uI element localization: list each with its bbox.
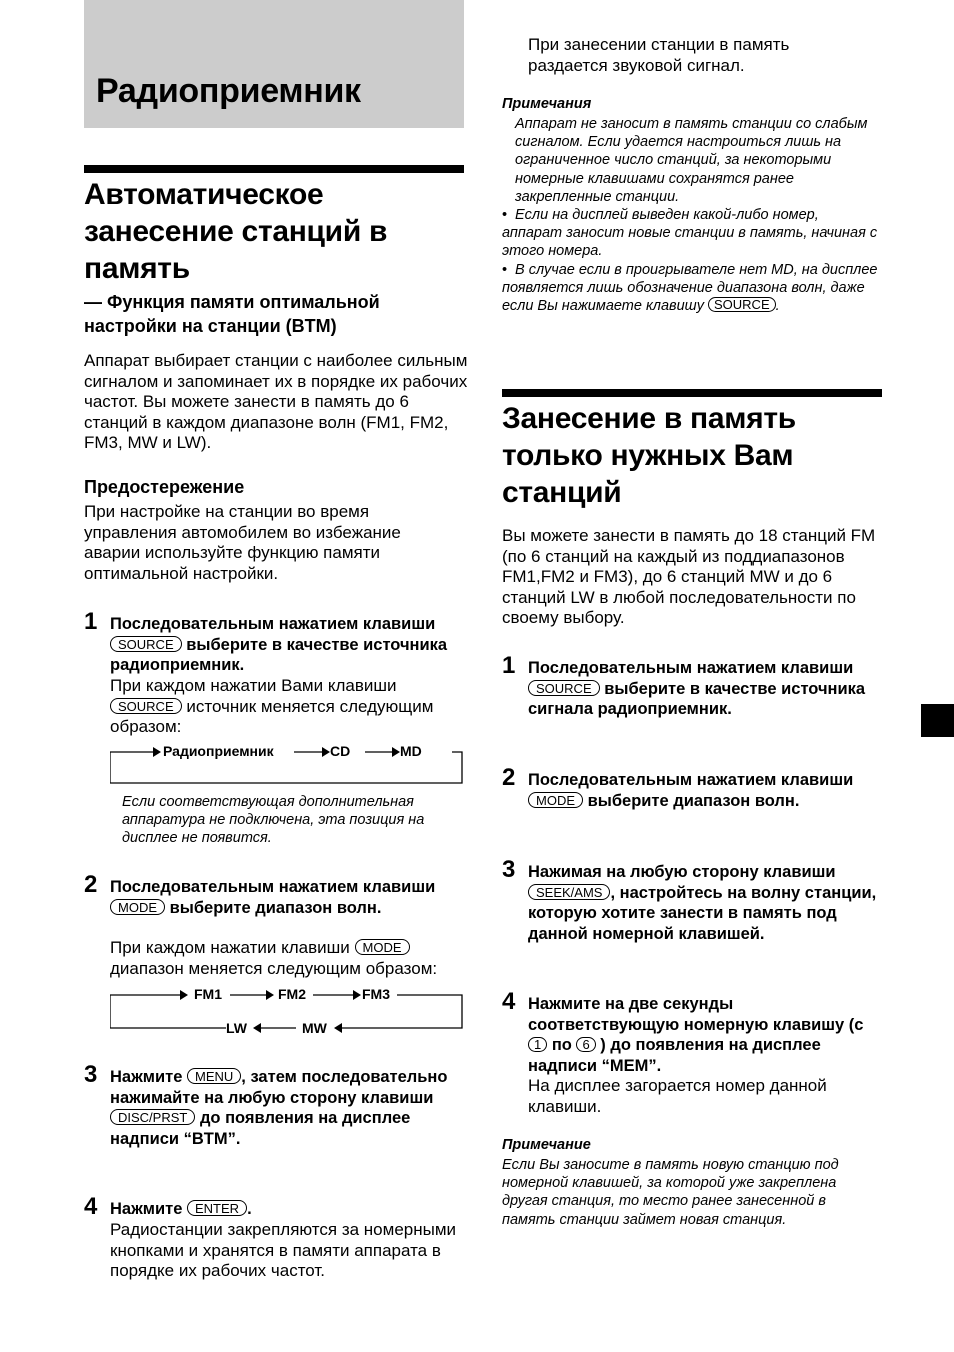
step-text: выберите диапазон волн. [169,898,382,917]
beep-text: При занесении станции в память раздается звуковой сигнал. [528,35,790,75]
step-note: Если соответствующая дополнительная аппаратура не подключена, эта позиция на дисплее не появится. [122,794,425,847]
step-number: 2 [502,764,516,791]
note-title: Примечание [502,1137,591,1153]
step-text: Последовательным нажатием клавиши [110,878,436,896]
seek-ams-key: SEEK/AMS [528,884,610,900]
step-number: 2 [84,871,98,898]
section-tab-marker [921,704,954,737]
caution-text: При настройке на станции во время управления автомобилем во избежание аварии используйте функцию памяти оптимальной настройки. [84,502,401,583]
note-text: Если Вы заносите в память новую станцию под номерной клавишей, за которой уже закреплена другая станция, то место ранее занесенной в память станции займет новая станция. [502,1157,839,1228]
mode-key: MODE [528,792,583,808]
step-title [110,614,464,676]
mode-key: MODE [110,899,165,915]
page-title: Радиоприемник [96,72,361,110]
enter-key: ENTER [187,1200,247,1216]
bullet: • [502,262,508,278]
step-number: 1 [84,608,98,635]
step-title [110,1067,464,1149]
note-item [502,206,880,261]
step-text: Нажмите [110,1200,183,1218]
step-body: Радиостанции закрепляются за номерными кнопками и хранятся в памяти аппарата в порядке их рабочих частот. [110,1220,457,1280]
flow-label: MD [400,743,422,759]
step-text: выберите в качестве источника сигнала радиоприемник. [528,679,866,718]
section-subtitle: — Функция памяти оптимальной настройки на станции (BTM) [84,292,380,336]
note-text: В случае если в проигрывателе нет MD, на дисплее появляется лишь обозначение диапазона волн, даже если Вы нажимаете клавишу [502,262,878,315]
source-key: SOURCE [708,297,776,312]
step-text: выберите в качестве источника радиоприемник. [110,635,448,674]
step-text: Нажмите [110,1068,183,1086]
step-body: На дисплее загорается номер данной клавиши. [528,1076,827,1116]
step-title [528,658,882,720]
step-text: При каждом нажатии клавиши [110,938,350,957]
step-text: диапазон меняется следующим образом: [110,958,438,978]
step-text: источник меняется следующим образом: [110,696,434,736]
flow-label: CD [330,743,351,759]
step-body [110,938,470,979]
section-heading-manual: Занесение в память только нужных Вам станций [502,402,796,509]
disc-prst-key: DISC/PRST [110,1109,195,1125]
step-text: Нажимая на любую сторону клавиши [528,863,836,881]
flow-label: FM1 [194,986,222,1002]
note-item: Аппарат не заносит в память станции со слабым сигналом. Если удается настроиться лишь на ограниченное число станций, за некоторыми номерные клавишами сохранятся ранее закрепленные станции. [515,116,868,205]
step-title [110,877,464,918]
note-text: . [775,298,780,315]
step-text: Последовательным нажатием клавиши [528,771,854,789]
auto-intro: Аппарат выбирает станции с наиболее сильным сигналом и запоминает их в порядке их рабочих частот. Вы можете занести в память до 6 станций в каждом диапазоне волн (FM1, FM2, FM3, MW и LW). [84,351,468,452]
chapter-banner [84,0,464,128]
note-text: Если на дисплей выведен какой-либо номер, аппарат заносит новые станции в память, начиная с этого номера. [502,207,878,260]
step-text: , настройтесь на волну станции, которую хотите занести в память под данной номерной клавишей. [528,883,877,943]
source-key: SOURCE [528,680,600,696]
step-text: до появления на дисплее надписи “BTM”. [110,1109,411,1148]
flow-label: FM3 [362,986,390,1002]
step-title [528,770,882,811]
preset-key-1: 1 [528,1037,547,1052]
note-item [502,261,880,316]
step-text: по [551,1036,572,1054]
step-number: 3 [502,856,516,883]
flow-label: LW [226,1020,247,1036]
source-flow-diagram [110,740,464,786]
step-text: ) до появления на дисплее надписи “MEM”. [528,1036,821,1075]
step-title [110,1199,464,1220]
step-text: Нажмите на две секунды соответствующую номерную клавишу (с [528,995,864,1034]
section-rule [502,389,882,397]
step-text: выберите диапазон волн. [587,791,800,810]
menu-key: MENU [187,1068,241,1084]
caution-title: Предостережение [84,477,245,497]
step-number: 4 [84,1193,98,1220]
flow-label: Радиоприемник [163,743,274,759]
flow-label: FM2 [278,986,306,1002]
band-flow-diagram [110,983,464,1039]
step-number: 4 [502,988,516,1015]
bullet: • [502,207,508,223]
step-number: 1 [502,652,516,679]
step-text: . [247,1200,252,1218]
mode-key: MODE [355,939,410,955]
step-text: При каждом нажатии Вами клавиши [110,676,397,695]
notes-title: Примечания [502,96,592,112]
source-key: SOURCE [110,636,182,652]
section-heading-auto: Автоматическое занесение станций в память [84,178,388,285]
step-number: 3 [84,1061,98,1088]
step-text: , затем последовательно нажимайте на любую сторону клавиши [110,1068,448,1107]
manual-intro: Вы можете занести в память до 18 станций FM (по 6 станций на каждый из поддиапазонов FM1,FM2 и FM3), до 6 станций MW и до 6 станций LW в любой последовательности по своему выбору. [502,526,876,627]
section-rule [84,165,464,173]
flow-label: MW [302,1020,327,1036]
step-text: Последовательным нажатием клавиши [110,615,436,633]
step-title [528,862,882,944]
step-body [110,676,464,738]
step-title [528,994,882,1076]
preset-key-6: 6 [576,1037,595,1052]
step-text: Последовательным нажатием клавиши [528,659,854,677]
source-key: SOURCE [110,698,182,714]
